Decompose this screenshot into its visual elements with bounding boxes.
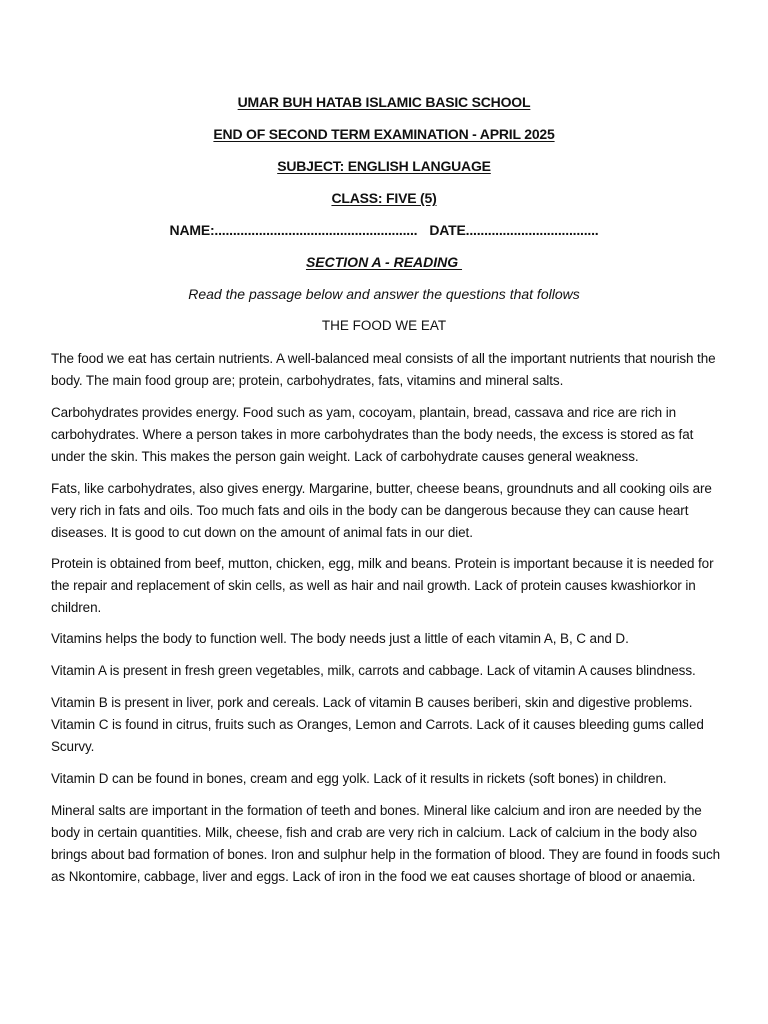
- class-line: CLASS: FIVE (5): [331, 190, 437, 206]
- date-field: DATE....................................: [429, 222, 599, 238]
- section-instruction: Read the passage below and answer the questions that follows: [188, 286, 580, 302]
- school-name: UMAR BUH HATAB ISLAMIC BASIC SCHOOL: [237, 94, 531, 110]
- paragraph-mineral-salts: Mineral salts are important in the formation of teeth and bones. Mineral like calcium and iron are needed by the body in certain quantities. Milk, cheese, fish and crab are very rich in calcium. Lack of calcium in the body also brings about bad formation of bones. Iron and sulphur help in the formation of blood. They are found in foods such as Nkontomire, cabbage, liver and eggs. Lack of iron in the food we eat causes shortage of blood or anaemia.: [51, 803, 721, 884]
- paragraph-fats: Fats, like carbohydrates, also gives energy. Margarine, butter, cheese beans, groundnuts and all cooking oils are very rich in fats and oils. Too much fats and oils in the body can be dangerous because they can cause heart diseases. It is good to cut down on the amount of animal fats in our diet.: [51, 481, 712, 540]
- paragraph-vitamins: Vitamins helps the body to function well. The body needs just a little of each vitamin A, B, C and D.: [51, 631, 629, 646]
- name-date-row: [0, 222, 768, 238]
- exam-title: END OF SECOND TERM EXAMINATION - APRIL 2025: [213, 126, 555, 142]
- paragraph-vitamin-a: Vitamin A is present in fresh green vegetables, milk, carrots and cabbage. Lack of vitamin A causes blindness.: [51, 663, 696, 678]
- section-title: SECTION A - READING: [305, 254, 463, 270]
- paragraph-protein: Protein is obtained from beef, mutton, chicken, egg, milk and beans. Protein is important because it is needed for the repair and replacement of skin cells, as well as hair and nail growth. Lack of protein causes kwashiorkor in children.: [51, 556, 714, 615]
- passage-title: THE FOOD WE EAT: [321, 318, 447, 333]
- name-field: NAME:.......................................................: [169, 222, 418, 238]
- paragraph-carbohydrates: Carbohydrates provides energy. Food such as yam, cocoyam, plantain, bread, cassava and rice are rich in carbohydrates. Where a person takes in more carbohydrates than the body needs, the excess is stored as fat under the skin. This makes the person gain weight. Lack of carbohydrate causes general weakness.: [51, 405, 694, 464]
- paragraph-vitamin-b-c: Vitamin B is present in liver, pork and cereals. Lack of vitamin B causes beriberi, skin and digestive problems. Vitamin C is found in citrus, fruits such as Oranges, Lemon and Carrots. Lack of it causes bleeding gums called Scurvy.: [51, 695, 704, 754]
- paragraph-vitamin-d: Vitamin D can be found in bones, cream and egg yolk. Lack of it results in rickets (soft bones) in children.: [51, 771, 667, 786]
- paragraph-intro: The food we eat has certain nutrients. A well-balanced meal consists of all the important nutrients that nourish the body. The main food group are; protein, carbohydrates, fats, vitamins and mineral salts.: [51, 351, 716, 388]
- subject-line: SUBJECT: ENGLISH LANGUAGE: [277, 158, 491, 174]
